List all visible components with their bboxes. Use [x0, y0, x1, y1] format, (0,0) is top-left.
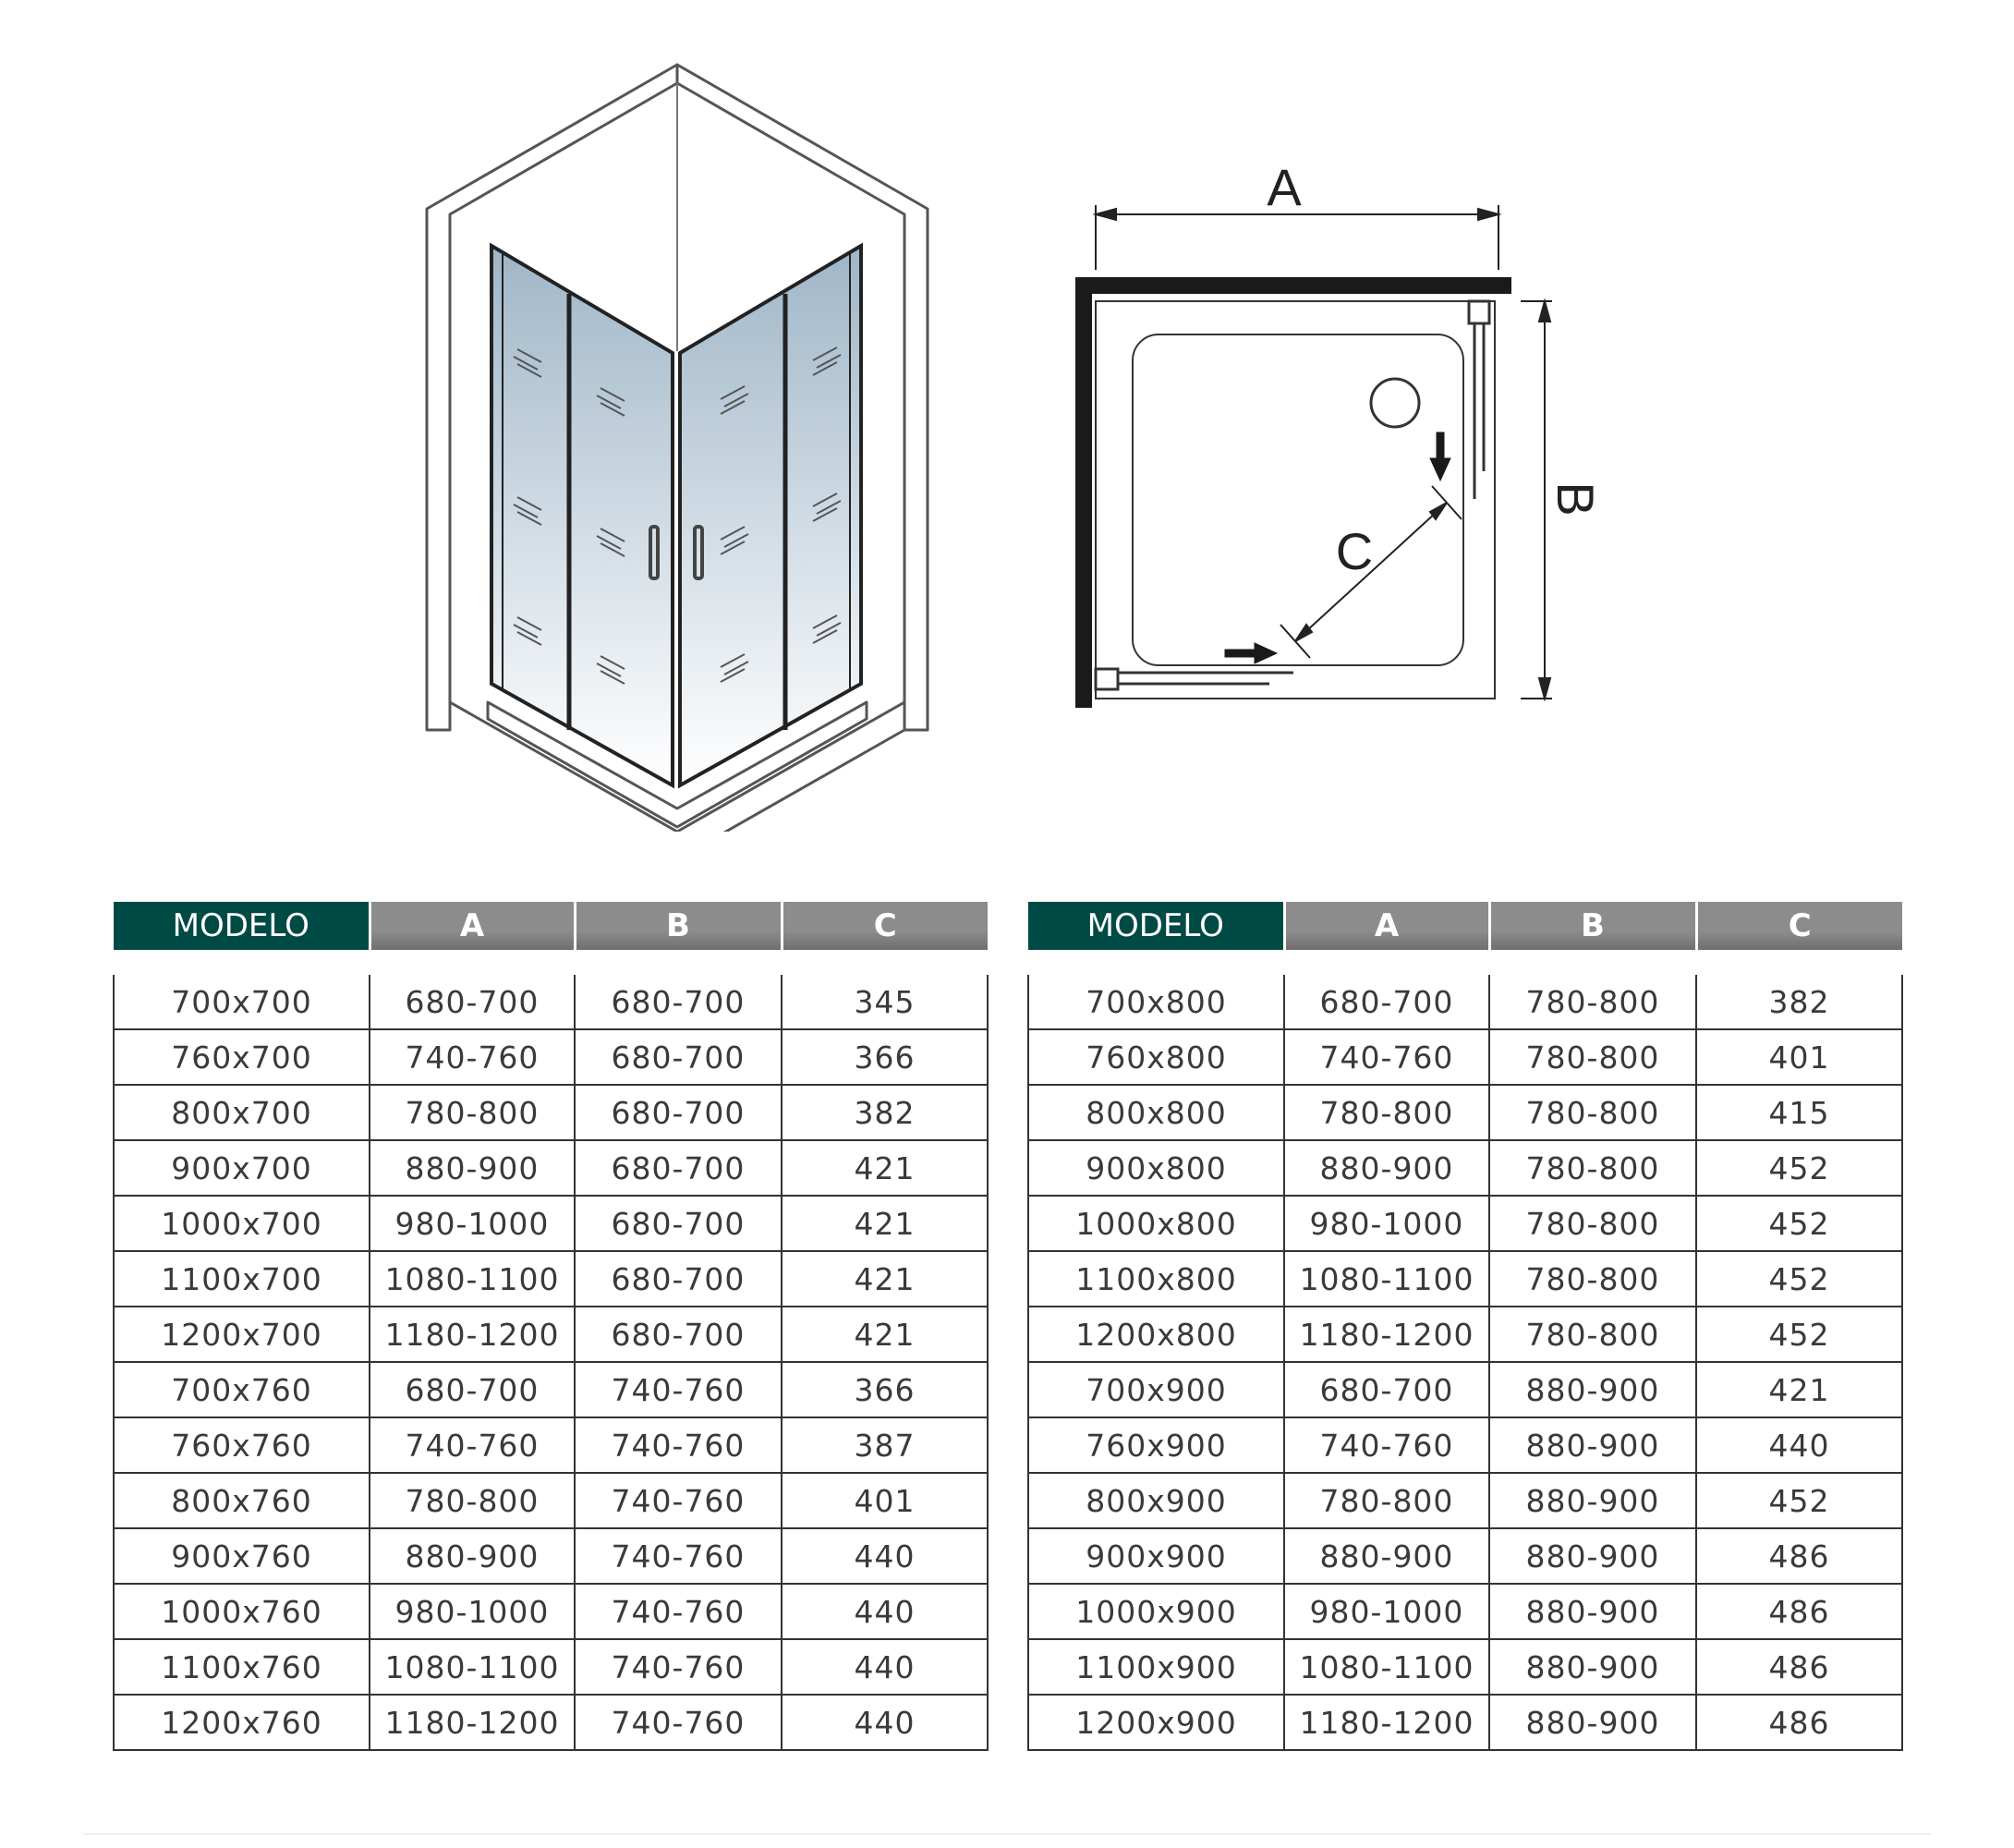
header-a: A [370, 902, 575, 963]
cell-modelo: 1200x700 [114, 1307, 370, 1362]
cell-modelo: 800x760 [114, 1473, 370, 1528]
cell-a: 740-760 [370, 1417, 575, 1473]
cell-modelo: 1000x760 [114, 1584, 370, 1639]
table-row [114, 1196, 988, 1251]
table-row [1028, 1473, 1902, 1528]
cell-a: 1180-1200 [1284, 1695, 1489, 1750]
cell-b: 680-700 [575, 1085, 782, 1140]
cell-b: 880-900 [1489, 1362, 1696, 1417]
cell-modelo: 1200x800 [1028, 1307, 1284, 1362]
cell-b: 740-760 [575, 1695, 782, 1750]
cell-c: 440 [1696, 1417, 1902, 1473]
cell-a: 980-1000 [1284, 1584, 1489, 1639]
cell-a: 680-700 [1284, 1362, 1489, 1417]
cell-modelo: 1100x760 [114, 1639, 370, 1695]
cell-b: 740-760 [575, 1473, 782, 1528]
table-row [114, 1417, 988, 1473]
sliding-door-tracks [1096, 301, 1489, 689]
cell-a: 1180-1200 [370, 1307, 575, 1362]
dimensions-table-left [113, 902, 989, 1751]
cell-modelo: 700x760 [114, 1362, 370, 1417]
cell-b: 780-800 [1489, 1140, 1696, 1196]
header-b: B [1489, 902, 1696, 963]
cell-a: 680-700 [370, 963, 575, 1030]
cell-a: 880-900 [370, 1528, 575, 1584]
cell-a: 680-700 [370, 1362, 575, 1417]
cell-modelo: 900x700 [114, 1140, 370, 1196]
cell-modelo: 760x700 [114, 1029, 370, 1085]
cell-a: 740-760 [1284, 1417, 1489, 1473]
shower-enclosure-isometric [406, 55, 961, 832]
cell-b: 780-800 [1489, 1251, 1696, 1307]
cell-a: 880-900 [1284, 1140, 1489, 1196]
cell-b: 740-760 [575, 1639, 782, 1695]
cell-modelo: 1000x900 [1028, 1584, 1284, 1639]
table-row [114, 1473, 988, 1528]
table-header-row [114, 902, 988, 963]
cell-modelo: 760x900 [1028, 1417, 1284, 1473]
cell-a: 1080-1100 [1284, 1251, 1489, 1307]
table-row [1028, 1196, 1902, 1251]
table-row [1028, 1639, 1902, 1695]
cell-b: 880-900 [1489, 1639, 1696, 1695]
cell-b: 780-800 [1489, 1085, 1696, 1140]
table-row [1028, 1584, 1902, 1639]
cell-modelo: 1000x700 [114, 1196, 370, 1251]
cell-b: 880-900 [1489, 1584, 1696, 1639]
table-row [1028, 1528, 1902, 1584]
cell-a: 780-800 [1284, 1085, 1489, 1140]
cell-modelo: 900x900 [1028, 1528, 1284, 1584]
table-row [114, 1584, 988, 1639]
cell-a: 740-760 [370, 1029, 575, 1085]
cell-modelo: 700x900 [1028, 1362, 1284, 1417]
cell-a: 1080-1100 [370, 1251, 575, 1307]
cell-b: 740-760 [575, 1584, 782, 1639]
cell-b: 880-900 [1489, 1695, 1696, 1750]
cell-b: 880-900 [1489, 1473, 1696, 1528]
table-row [114, 1029, 988, 1085]
cell-modelo: 760x800 [1028, 1029, 1284, 1085]
cell-b: 880-900 [1489, 1528, 1696, 1584]
cell-a: 780-800 [370, 1085, 575, 1140]
header-modelo: MODELO [1028, 902, 1284, 963]
dimension-label-b: B [1547, 481, 1605, 517]
cell-a: 780-800 [370, 1473, 575, 1528]
cell-c: 452 [1696, 1307, 1902, 1362]
cell-b: 680-700 [575, 1140, 782, 1196]
cell-c: 415 [1696, 1085, 1902, 1140]
cell-b: 680-700 [575, 1029, 782, 1085]
header-a: A [1284, 902, 1489, 963]
cell-c: 440 [782, 1584, 988, 1639]
cell-modelo: 800x800 [1028, 1085, 1284, 1140]
cell-modelo: 760x760 [114, 1417, 370, 1473]
cell-b: 780-800 [1489, 1029, 1696, 1085]
table-row [1028, 1417, 1902, 1473]
cell-a: 880-900 [1284, 1528, 1489, 1584]
cell-c: 440 [782, 1528, 988, 1584]
cell-c: 401 [782, 1473, 988, 1528]
cell-c: 452 [1696, 1473, 1902, 1528]
cell-a: 740-760 [1284, 1029, 1489, 1085]
cell-a: 1180-1200 [370, 1695, 575, 1750]
cell-b: 740-760 [575, 1362, 782, 1417]
cell-c: 387 [782, 1417, 988, 1473]
cell-b: 680-700 [575, 963, 782, 1030]
cell-c: 486 [1696, 1695, 1902, 1750]
cell-modelo: 1100x700 [114, 1251, 370, 1307]
table-row [114, 1528, 988, 1584]
cell-modelo: 1200x760 [114, 1695, 370, 1750]
cell-c: 452 [1696, 1251, 1902, 1307]
cell-a: 980-1000 [370, 1196, 575, 1251]
cell-c: 440 [782, 1639, 988, 1695]
cell-modelo: 800x700 [114, 1085, 370, 1140]
table-row [1028, 1251, 1902, 1307]
cell-a: 980-1000 [370, 1584, 575, 1639]
cell-c: 421 [782, 1307, 988, 1362]
cell-c: 486 [1696, 1639, 1902, 1695]
table-row [1028, 1085, 1902, 1140]
bottom-divider [83, 1833, 1931, 1835]
cell-a: 1080-1100 [370, 1639, 575, 1695]
table-row [114, 1639, 988, 1695]
cell-c: 382 [782, 1085, 988, 1140]
cell-a: 1080-1100 [1284, 1639, 1489, 1695]
dimension-label-c: C [1335, 522, 1374, 580]
table-row [1028, 1695, 1902, 1750]
cell-modelo: 900x800 [1028, 1140, 1284, 1196]
cell-modelo: 1100x800 [1028, 1251, 1284, 1307]
table-row [114, 1307, 988, 1362]
cell-b: 780-800 [1489, 963, 1696, 1030]
cell-modelo: 1100x900 [1028, 1639, 1284, 1695]
cell-modelo: 700x800 [1028, 963, 1284, 1030]
cell-modelo: 900x760 [114, 1528, 370, 1584]
table-row [114, 1140, 988, 1196]
table-body [1028, 963, 1902, 1751]
table-row [114, 1362, 988, 1417]
shower-plan-view [1062, 148, 1635, 739]
cell-modelo: 700x700 [114, 963, 370, 1030]
door-handles [650, 527, 702, 578]
cell-a: 1180-1200 [1284, 1307, 1489, 1362]
table-row [1028, 1140, 1902, 1196]
cell-modelo: 1000x800 [1028, 1196, 1284, 1251]
cell-b: 680-700 [575, 1196, 782, 1251]
cell-modelo: 800x900 [1028, 1473, 1284, 1528]
cell-c: 486 [1696, 1528, 1902, 1584]
cell-c: 440 [782, 1695, 988, 1750]
cell-a: 780-800 [1284, 1473, 1489, 1528]
cell-b: 780-800 [1489, 1307, 1696, 1362]
table-row [1028, 963, 1902, 1030]
cell-c: 452 [1696, 1196, 1902, 1251]
cell-c: 452 [1696, 1140, 1902, 1196]
cell-b: 740-760 [575, 1417, 782, 1473]
cell-c: 366 [782, 1362, 988, 1417]
cell-a: 980-1000 [1284, 1196, 1489, 1251]
table-row [114, 1695, 988, 1750]
cell-c: 421 [1696, 1362, 1902, 1417]
cell-c: 486 [1696, 1584, 1902, 1639]
cell-c: 421 [782, 1251, 988, 1307]
cell-b: 740-760 [575, 1528, 782, 1584]
table-row [1028, 1029, 1902, 1085]
cell-b: 880-900 [1489, 1417, 1696, 1473]
cell-c: 421 [782, 1196, 988, 1251]
header-b: B [575, 902, 782, 963]
table-header-row [1028, 902, 1902, 963]
cell-b: 680-700 [575, 1251, 782, 1307]
table-row [1028, 1362, 1902, 1417]
cell-b: 680-700 [575, 1307, 782, 1362]
dimension-label-a: A [1267, 158, 1302, 216]
table-body [114, 963, 988, 1751]
table-row [114, 1251, 988, 1307]
header-modelo: MODELO [114, 902, 370, 963]
cell-a: 680-700 [1284, 963, 1489, 1030]
table-row [114, 963, 988, 1030]
header-c: C [1696, 902, 1902, 963]
cell-c: 382 [1696, 963, 1902, 1030]
cell-c: 401 [1696, 1029, 1902, 1085]
table-row [114, 1085, 988, 1140]
dimensions-table-right [1027, 902, 1903, 1751]
header-c: C [782, 902, 988, 963]
cell-modelo: 1200x900 [1028, 1695, 1284, 1750]
cell-c: 421 [782, 1140, 988, 1196]
cell-c: 366 [782, 1029, 988, 1085]
walls-and-tray [1075, 277, 1511, 708]
cell-c: 345 [782, 963, 988, 1030]
cell-b: 780-800 [1489, 1196, 1696, 1251]
table-row [1028, 1307, 1902, 1362]
cell-a: 880-900 [370, 1140, 575, 1196]
